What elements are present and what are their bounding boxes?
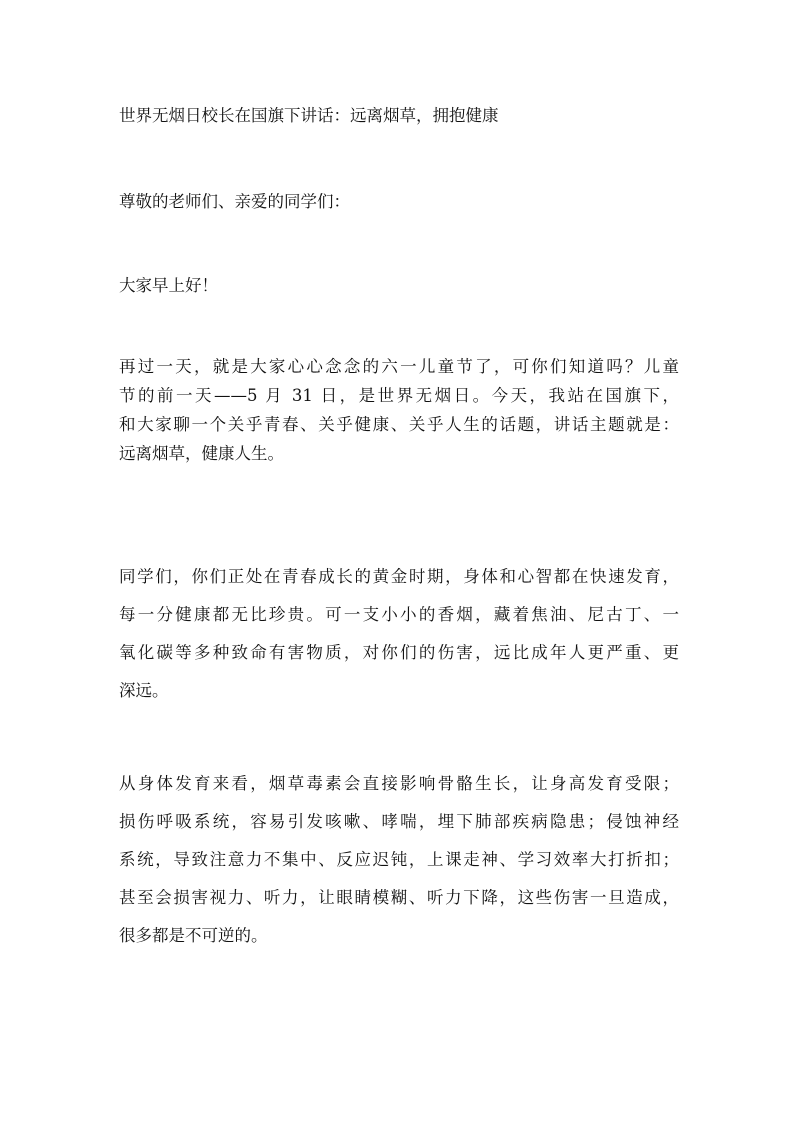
- paragraph-line: 同学们，你们正处在青春成长的黄金时期，身体和心智都在快速发育，: [119, 567, 679, 586]
- paragraph-line: 和大家聊一个关乎青春、关乎健康、关乎人生的话题，讲话主题就是：: [119, 415, 679, 434]
- salutation: 尊敬的老师们、亲爱的同学们：: [119, 192, 350, 211]
- paragraph-line: 损伤呼吸系统，容易引发咳嗽、哮喘，埋下肺部疾病隐患；侵蚀神经: [119, 812, 679, 831]
- paragraph-line: 再过一天，就是大家心心念念的六一儿童节了，可你们知道吗？儿童: [119, 357, 679, 376]
- paragraph-line: 系统，导致注意力不集中、反应迟钝，上课走神、学习效率大打折扣；: [119, 850, 679, 869]
- paragraph-line: 每一分健康都无比珍贵。可一支小小的香烟，藏着焦油、尼古丁、一: [119, 605, 679, 624]
- opening-line: 大家早上好！: [119, 276, 218, 295]
- paragraph-line: 氧化碳等多种致命有害物质，对你们的伤害，远比成年人更严重、更: [119, 643, 679, 662]
- paragraph-line: 节的前一天——5 月 31 日，是世界无烟日。今天，我站在国旗下，: [119, 386, 679, 405]
- paragraph-line: 远离烟草，健康人生。: [119, 444, 284, 463]
- document-title: 世界无烟日校长在国旗下讲话：远离烟草，拥抱健康: [119, 106, 499, 125]
- paragraph-line: 从身体发育来看，烟草毒素会直接影响骨骼生长，让身高发育受限；: [119, 774, 679, 793]
- paragraph-line: 甚至会损害视力、听力，让眼睛模糊、听力下降，这些伤害一旦造成，: [119, 888, 679, 907]
- paragraph-line: 深远。: [119, 681, 169, 700]
- paragraph-line: 很多都是不可逆的。: [119, 926, 268, 945]
